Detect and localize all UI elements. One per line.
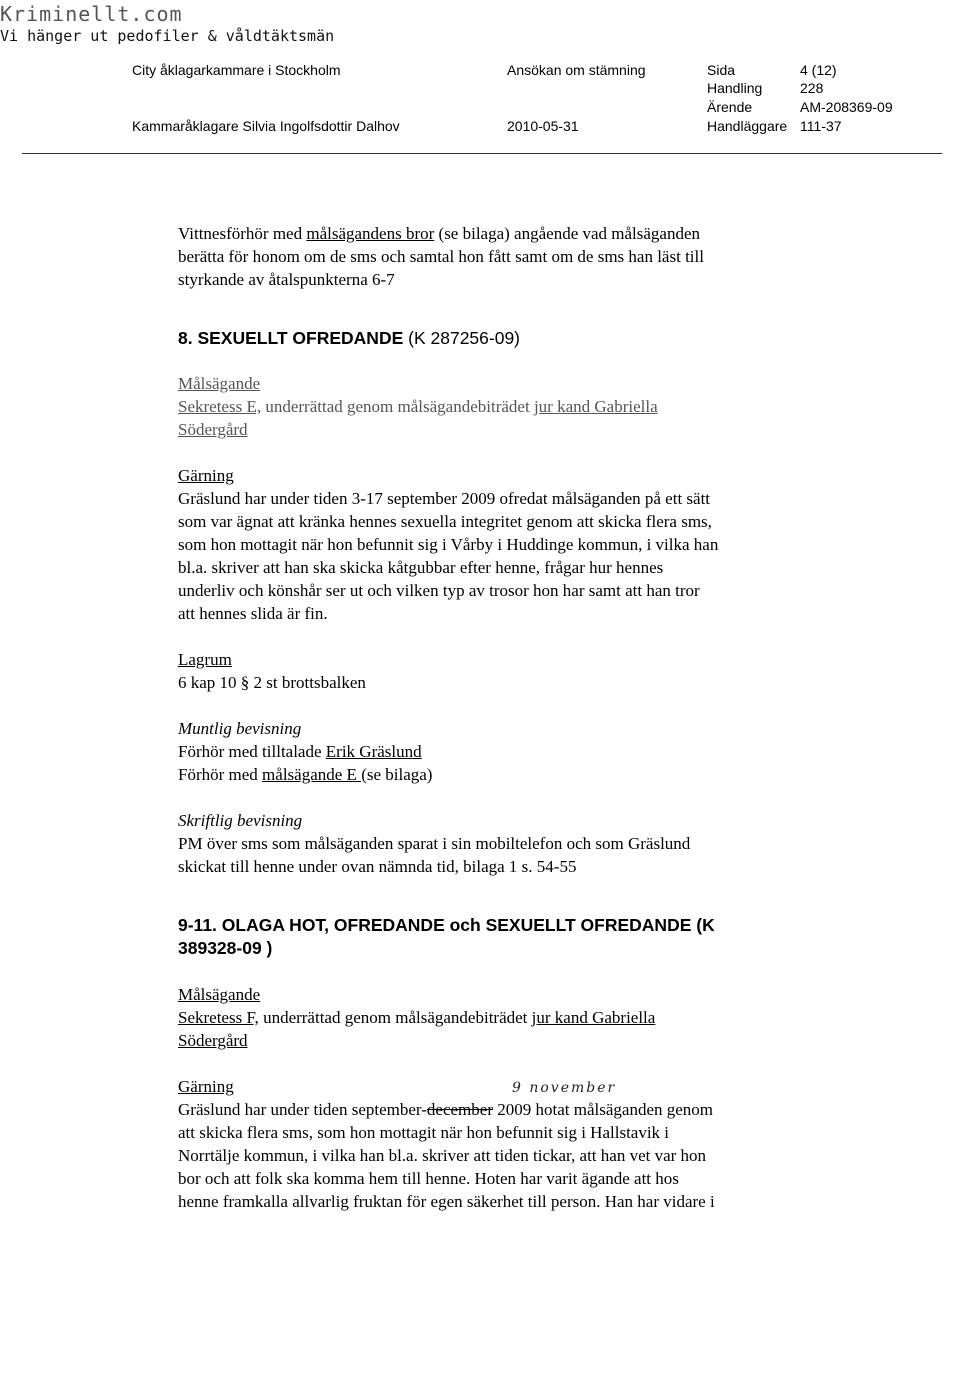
garning-line: bor och att folk ska komma hem till henne. Hoten har varit ägande att hos [178, 1169, 679, 1188]
malsagande-line: Södergård [178, 420, 248, 439]
handwritten-annotation: 9 november [512, 1080, 617, 1096]
skriftlig-line: skickat till henne under ovan nämnda tid, bilaga 1 s. 54-55 [178, 857, 577, 876]
lagrum-heading: Lagrum [178, 650, 232, 669]
section-8-title: 8. SEXUELLT OFREDANDE (K 287256-09) [178, 328, 521, 348]
lagrum-text: 6 kap 10 § 2 st brottsbalken [178, 673, 366, 692]
garning-line: att hennes slida är fin. [178, 604, 328, 623]
section-9-11-title-cont: 389328-09 ) [178, 938, 273, 958]
skriftlig-heading: Skriftlig bevisning [178, 811, 303, 830]
garning-heading: Gärning [178, 466, 234, 485]
malsagande-line: Sekretess E, underrättad genom målsägandebiträdet jur kand Gabriella [178, 397, 658, 416]
site-subtitle: Vi hänger ut pedofiler & våldtäktsmän [0, 27, 335, 45]
intro-line: styrkande av åtalspunkterna 6-7 [178, 270, 395, 289]
muntlig-heading: Muntlig bevisning [178, 719, 302, 738]
arende-value: AM-208369-09 [800, 99, 893, 115]
handling-label: Handling [707, 80, 763, 96]
struck-word: december [426, 1100, 493, 1119]
intro-line: Vittnesförhör med målsägandens bror (se bilaga) angående vad målsäganden [178, 224, 701, 243]
garning-line: henne framkalla allvarlig fruktan för egen säkerhet till person. Han har vidare i [178, 1192, 715, 1211]
muntlig-line: Förhör med tilltalade Erik Gräslund [178, 742, 422, 761]
document-body [178, 222, 818, 1213]
malsagande-heading: Målsägande [178, 985, 261, 1004]
page-value: 4 (12) [800, 62, 837, 78]
malsagande-line: Sekretess F, underrättad genom målsägandebiträdet jur kand Gabriella [178, 1008, 656, 1027]
header-divider [22, 153, 942, 154]
brother-reference: målsägandens bror [306, 224, 435, 243]
garning-line: bl.a. skriver att han ska skicka kåtgubbar efter henne, frågar hur hennes [178, 558, 664, 577]
muntlig-line: Förhör med målsägande E (se bilaga) [178, 765, 433, 784]
prosecutor-name: Kammaråklagare Silvia Ingolfsdottir Dalhov [132, 118, 400, 134]
garning-line: underliv och könshår ser ut och vilken typ av trosor hon har samt att han tror [178, 581, 700, 600]
document-type: Ansökan om stämning [507, 62, 646, 78]
page-label: Sida [707, 62, 736, 78]
skriftlig-line: PM över sms som målsäganden sparat i sin mobiltelefon och som Gräslund [178, 834, 691, 853]
garning-line: som hon mottagit när hon befunnit sig i Vårby i Huddinge kommun, i vilka han [178, 535, 719, 554]
garning-line: Gräslund har under tiden 3-17 september 2009 ofredat målsäganden på ett sätt [178, 489, 711, 508]
site-title: Kriminellt.com [0, 2, 183, 26]
document-date: 2010-05-31 [507, 118, 579, 134]
handlaggare-label: Handläggare [707, 118, 788, 134]
arende-label: Ärende [707, 99, 753, 115]
handlaggare-value: 111-37 [800, 118, 842, 134]
intro-line: berätta för honom om de sms och samtal hon fått samt om de sms han läst till [178, 247, 704, 266]
section-9-11-title: 9-11. OLAGA HOT, OFREDANDE och SEXUELLT OFREDANDE (K [178, 915, 715, 935]
malsagande-line: Södergård [178, 1031, 248, 1050]
handling-value: 228 [800, 80, 824, 96]
garning-line: som var ägnat att kränka hennes sexuella integritet genom att skicka flera sms, [178, 512, 712, 531]
garning-line: Gräslund har under tiden september-december 2009 hotat målsäganden genom [178, 1100, 714, 1119]
malsagande-heading: Målsägande [178, 374, 261, 393]
garning-heading: Gärning [178, 1077, 234, 1096]
garning-line: Norrtälje kommun, i vilka han bl.a. skriver att tiden tickar, att han vet var hon [178, 1146, 707, 1165]
office-name: City åklagarkammare i Stockholm [132, 62, 341, 78]
garning-line: att skicka flera sms, som hon mottagit när hon befunnit sig i Hallstavik i [178, 1123, 670, 1142]
